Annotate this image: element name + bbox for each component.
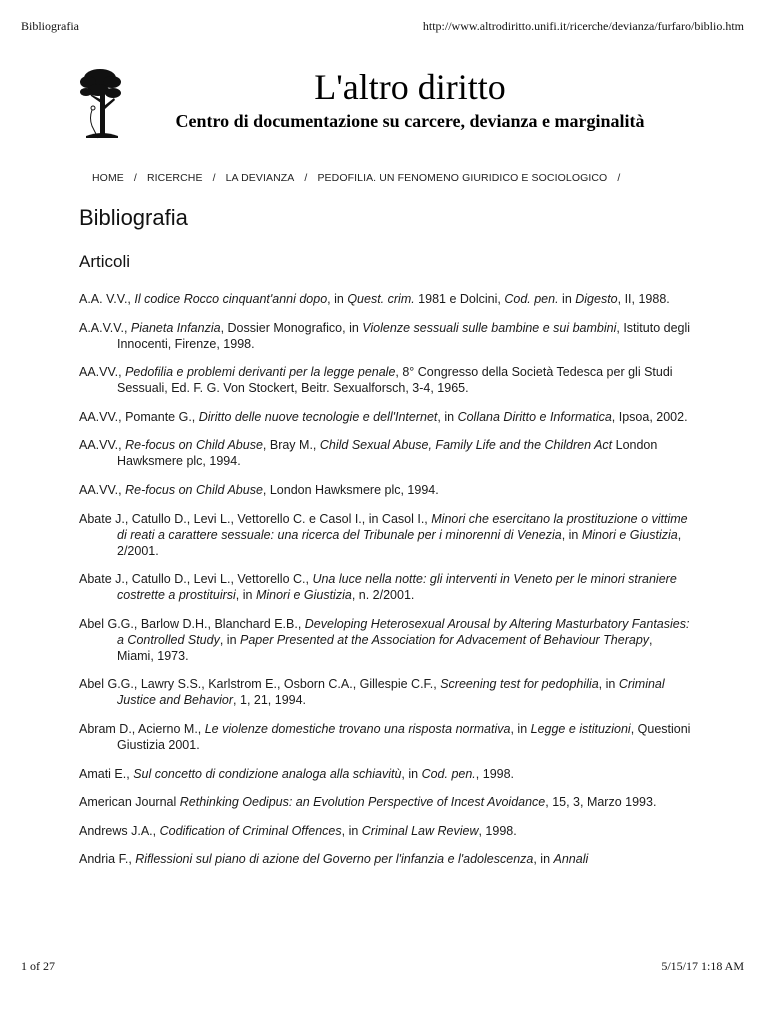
breadcrumb-la-devianza[interactable]: LA DEVIANZA [225, 172, 295, 184]
entry-title-italic: Child Sexual Abuse, Family Life and the Children Act [319, 438, 613, 453]
page-count: 1 of 27 [21, 959, 55, 973]
entry-text: , 1998. [478, 823, 517, 838]
entry-title-italic: Criminal Law Review [361, 823, 479, 838]
entry-text: AA.VV., Pomante G., [79, 409, 199, 424]
bibliography-entry [79, 409, 691, 425]
breadcrumb-home[interactable]: HOME [92, 172, 124, 184]
entry-text: Abel G.G., Lawry S.S., Karlstrom E., Osborn C.A., Gillespie C.F., [79, 677, 441, 692]
entry-title-italic: Developing Heterosexual Arousal by Altering Masturbatory Fantasies: a Controlled Study [117, 616, 690, 647]
entry-title-italic: Violenze sessuali sulle bambine e sui bambini [362, 320, 617, 335]
entry-text: , in [401, 766, 422, 781]
entry-text: Andria F., [79, 852, 136, 867]
entry-title-italic: Il codice Rocco cinquant'anni dopo [134, 292, 328, 306]
print-header [21, 19, 744, 34]
page-title: Bibliografia [79, 205, 188, 230]
bibliography-entry [79, 676, 691, 708]
entry-text: , in [235, 588, 256, 603]
breadcrumb-pedofilia[interactable]: PEDOFILIA. UN FENOMENO GIURIDICO E SOCIOLOGICO [317, 172, 608, 184]
entry-text: American Journal [79, 795, 180, 810]
entry-title-italic: Le violenze domestiche trovano una risposta normativa [204, 721, 511, 736]
bibliography-list [79, 291, 691, 880]
entry-text: in [558, 292, 576, 306]
bibliography-entry [79, 571, 691, 603]
entry-title-italic: Pianeta Infanzia [130, 320, 221, 335]
entry-text: , London Hawksmere plc, 1994. [262, 482, 439, 497]
bibliography-entry [79, 823, 691, 839]
bibliography-entry [79, 437, 691, 469]
breadcrumb-ricerche[interactable]: RICERCHE [146, 172, 203, 184]
breadcrumb-separator: / [212, 172, 216, 184]
entry-title-italic: Criminal Justice and Behavior [117, 677, 665, 708]
entry-title-italic: Paper Presented at the Association for Advacement of Behaviour Therapy [240, 632, 650, 647]
entry-title-italic: Minori che esercitano la prostituzione o vittime di reati a carattere sessuale: una ricerca del Tribunale per i minorenni di Venezia [117, 511, 688, 542]
entry-title-italic: Collana Diritto e Informatica [457, 409, 612, 424]
entry-title-italic: Digesto [575, 292, 618, 306]
entry-title-italic: Re-focus on Child Abuse [125, 482, 263, 497]
entry-text: , II, 1988. [617, 292, 670, 306]
entry-title-italic: Diritto delle nuove tecnologie e dell'Internet [198, 409, 438, 424]
entry-text: , Dossier Monografico, in [220, 320, 363, 335]
bibliography-entry [79, 320, 691, 352]
print-header-url: http://www.altrodiritto.unifi.it/ricerche/devianza/furfaro/biblio.htm [422, 19, 744, 33]
entry-text: , 1998. [475, 766, 515, 781]
entry-text: , in [533, 852, 554, 867]
bibliography-entry [79, 794, 691, 810]
entry-text: , in [437, 409, 458, 424]
entry-title-italic: Una luce nella notte: gli interventi in Veneto per le minori straniere costrette a prostituirsi [117, 572, 677, 603]
entry-text: Abate J., Catullo D., Levi L., Vettorello C. e Casol I., in Casol I., [79, 511, 432, 526]
bibliography-entry [79, 721, 691, 753]
print-header-title: Bibliografia [21, 19, 79, 33]
entry-text: , in [510, 721, 531, 736]
entry-title-italic: Quest. crim. [347, 292, 415, 306]
entry-text: Abel G.G., Barlow D.H., Blanchard E.B., [79, 616, 305, 631]
entry-title-italic: Minori e Giustizia [255, 588, 352, 603]
entry-text: , Ipsoa, 2002. [611, 409, 688, 424]
bibliography-entry [79, 511, 691, 559]
entry-text: Amati E., [79, 766, 134, 781]
entry-title-italic: Legge e istituzioni [530, 721, 631, 736]
entry-text: , in [327, 292, 348, 306]
bibliography-entry [79, 851, 691, 867]
entry-text: , 2/2001. [117, 527, 682, 558]
entry-text: Andrews J.A., [79, 823, 160, 838]
entry-title-italic: Cod. pen. [504, 292, 559, 306]
entry-text: A.A.V.V., [79, 320, 131, 335]
masthead [78, 64, 698, 144]
bibliography-entry [79, 364, 691, 396]
entry-text: Abate J., Catullo D., Levi L., Vettorello C., [79, 572, 313, 587]
print-timestamp: 5/15/17 1:18 AM [661, 959, 744, 973]
entry-title-italic: Pedofilia e problemi derivanti per la legge penale [125, 365, 396, 380]
print-footer [21, 959, 744, 974]
entry-text: A.A. V.V., [79, 292, 135, 306]
entry-title-italic: Re-focus on Child Abuse [125, 438, 263, 453]
entry-text: , in [341, 823, 362, 838]
bibliography-entry [79, 766, 691, 782]
entry-title-italic: Rethinking Oedipus: an Evolution Perspective of Incest Avoidance [179, 795, 546, 810]
entry-text: , in [219, 632, 240, 647]
entry-text: AA.VV., [79, 482, 126, 497]
bibliography-entry [79, 616, 691, 664]
entry-text: AA.VV., [79, 365, 126, 380]
entry-text: Abram D., Acierno M., [79, 721, 205, 736]
entry-text: AA.VV., [79, 438, 126, 453]
entry-text: 1981 e Dolcini, [414, 292, 505, 306]
entry-text: , 1, 21, 1994. [233, 693, 307, 708]
breadcrumb-separator: / [133, 172, 137, 184]
bibliography-entry [79, 291, 691, 307]
entry-title-italic: Codification of Criminal Offences [159, 823, 342, 838]
entry-text: , Istituto degli Innocenti, Firenze, 1998. [117, 320, 691, 351]
breadcrumb [92, 172, 630, 184]
entry-title-italic: Cod. pen. [421, 766, 476, 781]
site-title: L'altro diritto [314, 67, 506, 107]
entry-title-italic: Sul concetto di condizione analoga alla schiavitù [133, 766, 402, 781]
entry-text: , Bray M., [262, 438, 320, 453]
entry-title-italic: Screening test for pedophilia [440, 677, 599, 692]
entry-title-italic: Minori e Giustizia [581, 527, 678, 542]
site-subtitle: Centro di documentazione su carcere, devianza e marginalità [175, 111, 645, 131]
breadcrumb-separator: / [304, 172, 308, 184]
entry-text: , Miami, 1973. [117, 632, 653, 663]
entry-title-italic: Annali [553, 852, 589, 867]
entry-text: , 8° Congresso della Società Tedesca per gli Studi Sessuali, Ed. F. G. Von Stockert, Beitr. Sexualforsch, 3-4, 1965. [117, 365, 673, 396]
breadcrumb-separator: / [617, 172, 621, 184]
entry-text: , 15, 3, Marzo 1993. [545, 795, 657, 810]
entry-title-italic: Riflessioni sul piano di azione del Governo per l'infanzia e l'adolescenza [135, 852, 534, 867]
entry-text: , in [598, 677, 619, 692]
entry-text: , in [561, 527, 582, 542]
entry-text: London Hawksmere plc, 1994. [117, 438, 658, 469]
entry-text: , n. 2/2001. [351, 588, 415, 603]
section-title-articoli: Articoli [79, 252, 131, 271]
entry-text: , Questioni Giustizia 2001. [117, 721, 691, 752]
bibliography-entry [79, 482, 691, 498]
